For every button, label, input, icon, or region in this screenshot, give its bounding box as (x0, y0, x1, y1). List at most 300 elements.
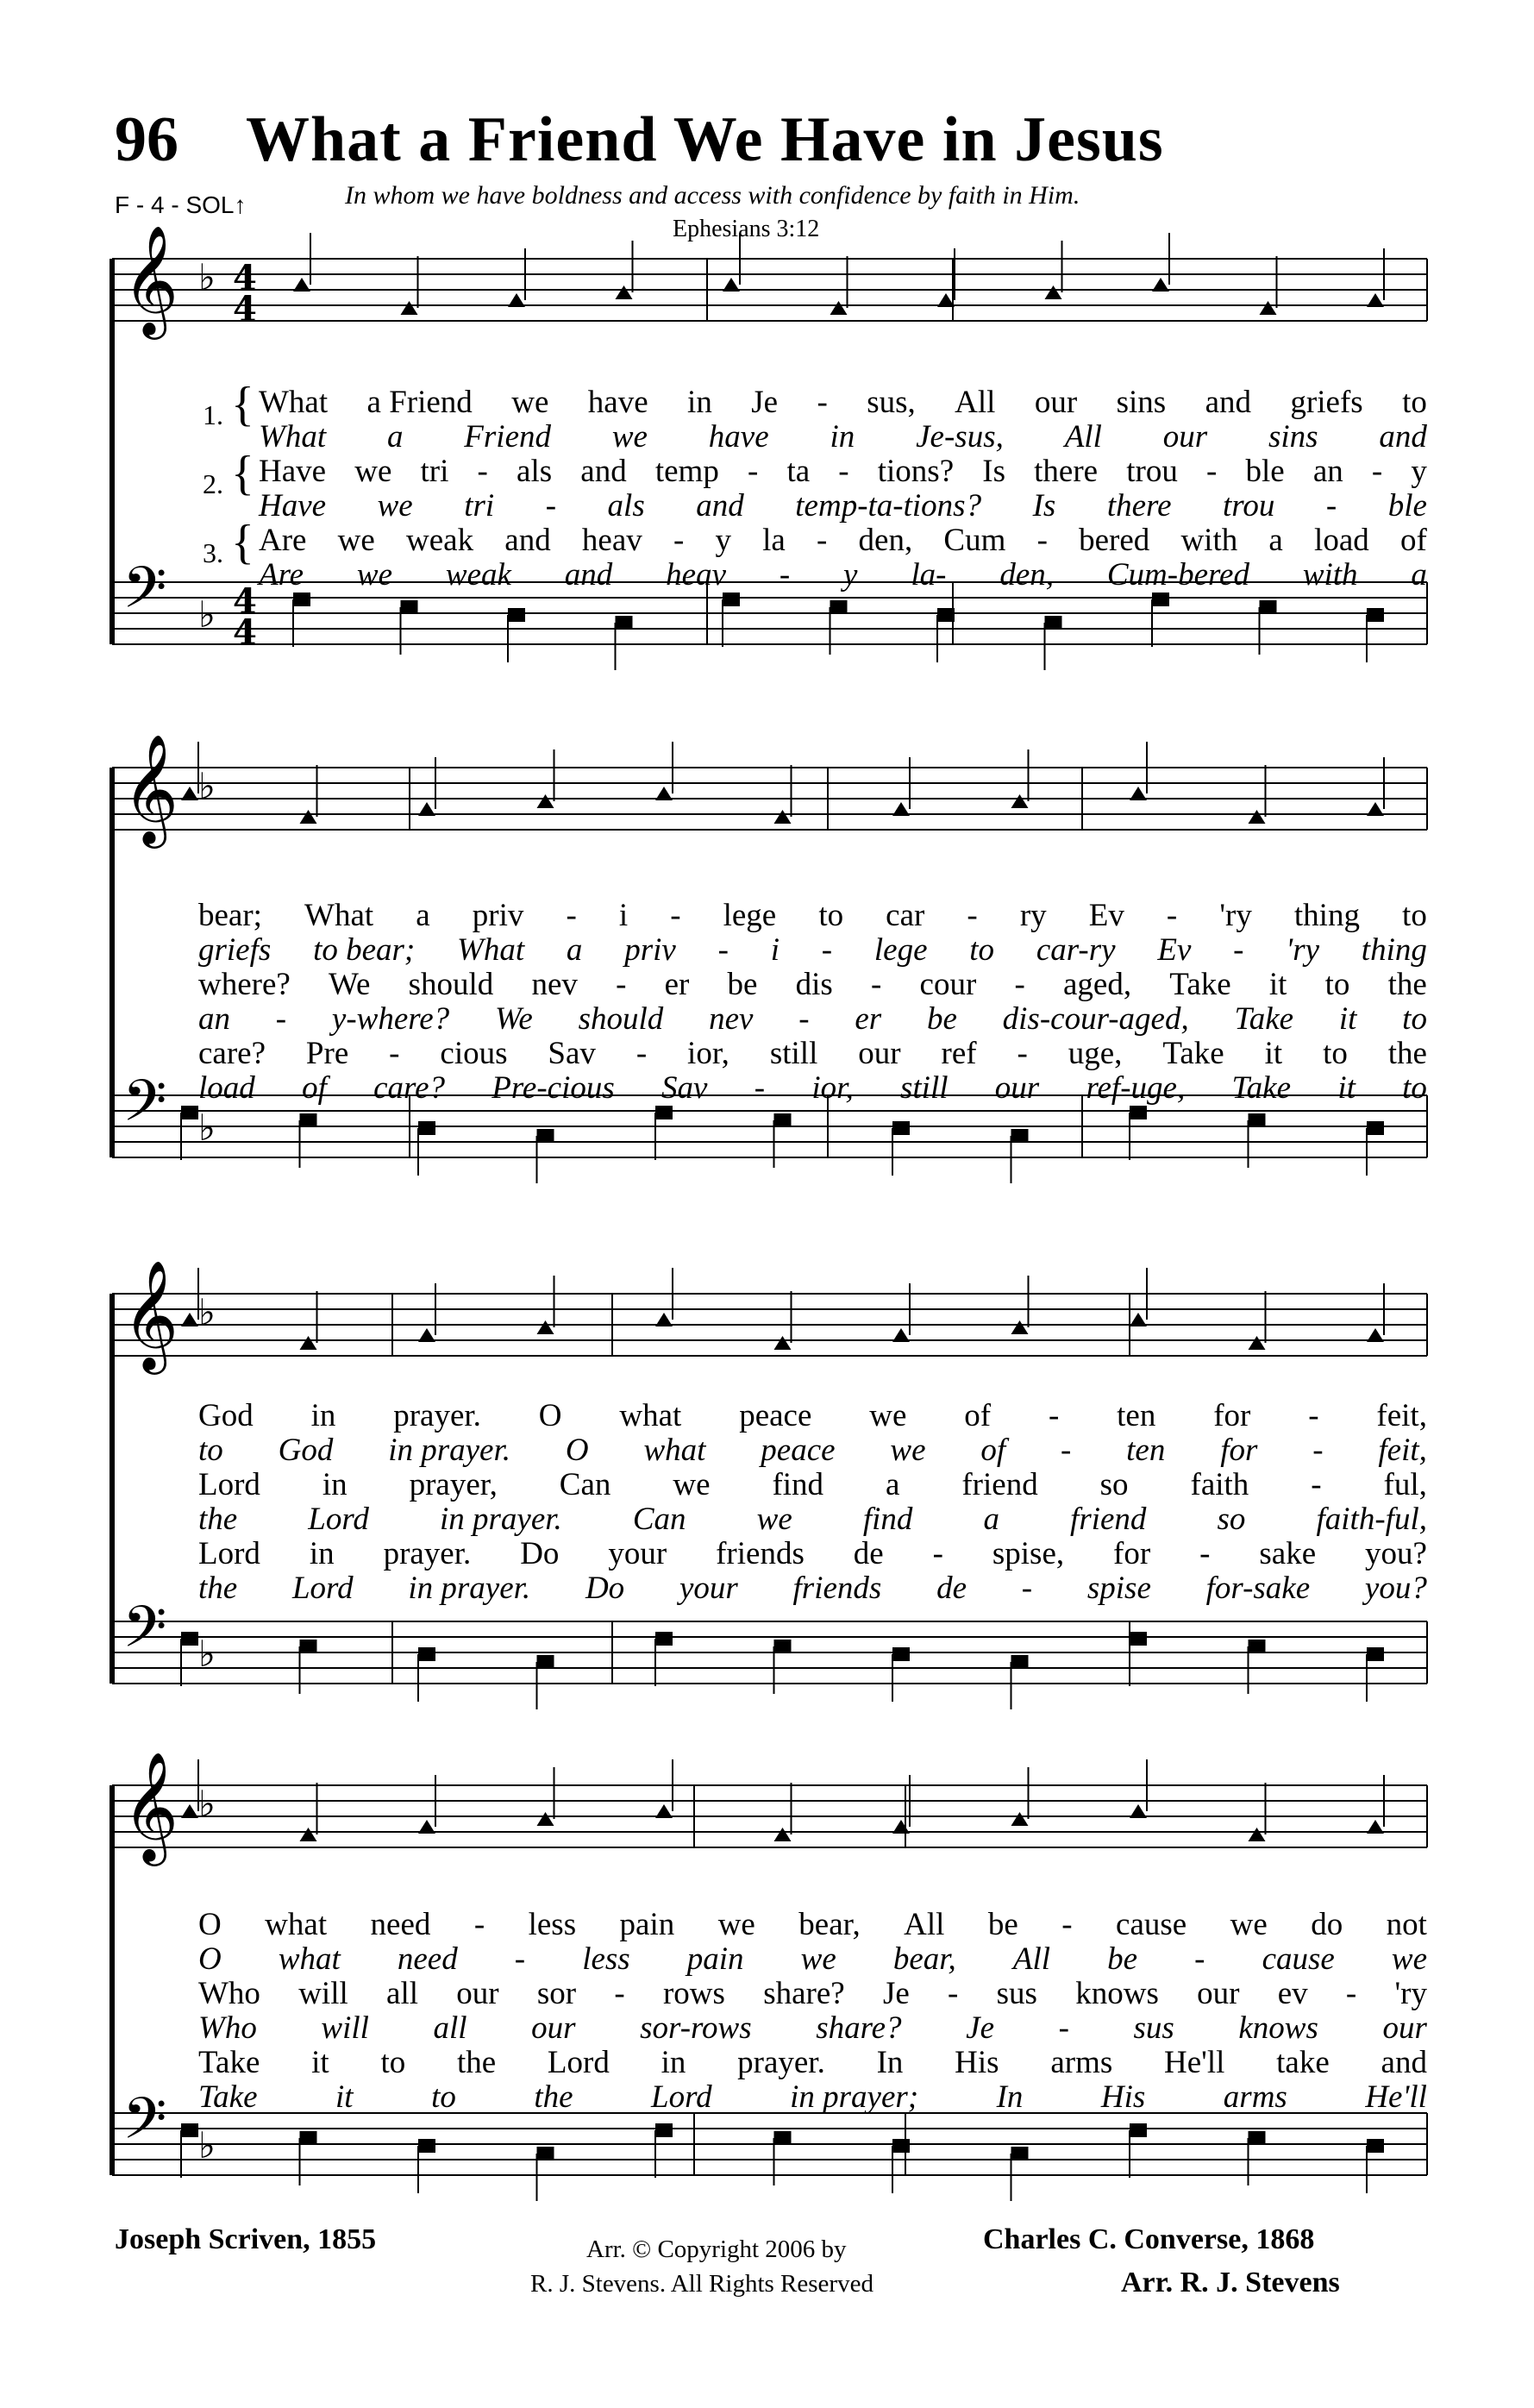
lyric-syllable: to (1402, 385, 1427, 420)
lyric-syllable: and (1379, 419, 1427, 455)
lyric-syllable: nev (709, 1001, 754, 1037)
lyric-line (259, 487, 1427, 524)
lyric-syllable: Sav (548, 1036, 596, 1071)
lyric-line (198, 1035, 1427, 1072)
lyricist-credit: Joseph Scriven, 1855 (115, 2223, 377, 2255)
lyric-syllable: faith-ful, (1316, 1502, 1427, 1537)
lyric-syllable: arms (1223, 2079, 1287, 2115)
lyric-syllable: pain (686, 1941, 744, 1977)
lyric-line (198, 1000, 1427, 1038)
lyric-syllable: to (818, 898, 844, 933)
lyric-syllable: with (1180, 523, 1238, 558)
lyric-syllable: ior, (811, 1070, 854, 1106)
lyric-syllable: to (431, 2079, 456, 2115)
lyric-syllable: y (1411, 454, 1427, 489)
lyric-syllable: will (298, 1976, 348, 2011)
lyric-syllable: weak (406, 523, 474, 558)
lyric-syllable: Take (198, 2045, 260, 2080)
lyric-syllable: a Friend (366, 385, 473, 420)
lyric-syllable: - (1308, 1398, 1319, 1433)
arranger-credit: Arr. R. J. Stevens (1121, 2267, 1340, 2298)
lyric-syllable: All (1064, 419, 1102, 455)
lyric-syllable: need (397, 1941, 458, 1977)
lyric-syllable: it (335, 2079, 354, 2115)
lyric-syllable: We (494, 1001, 533, 1037)
svg-text:♭: ♭ (198, 1107, 216, 1149)
lyric-syllable: arms (1050, 2045, 1113, 2080)
lyric-syllable: to (1402, 1001, 1427, 1037)
lyric-syllable: Je (966, 2010, 994, 2046)
lyric-syllable: we (890, 1433, 926, 1468)
lyric-syllable: - (614, 1976, 625, 2011)
lyric-syllable: Pre-cious (492, 1070, 615, 1106)
lyric-syllable: less (528, 1907, 577, 1942)
lyric-syllable: and (564, 557, 613, 593)
lyric-syllable: - (670, 898, 681, 933)
lyric-syllable: Have (259, 454, 327, 489)
lyric-syllable: What (259, 385, 329, 420)
lyric-syllable: sins (1116, 385, 1167, 420)
lyric-syllable: in (661, 2045, 686, 2080)
lyric-syllable: and (696, 488, 744, 524)
lyric-syllable: cause (1262, 1941, 1335, 1977)
lyric-syllable: - (1166, 898, 1178, 933)
lyric-syllable: take (1276, 2045, 1330, 2080)
lyric-syllable: - (545, 488, 557, 524)
lyric-syllable: there (1106, 488, 1172, 524)
lyric-line (198, 897, 1427, 934)
lyric-syllable: uge, (1068, 1036, 1123, 1071)
lyric-syllable: for-sake (1205, 1571, 1311, 1606)
lyric-syllable: feit, (1378, 1433, 1427, 1468)
lyric-syllable: the (1387, 1036, 1427, 1071)
lyric-syllable: find (862, 1502, 913, 1537)
lyric-syllable: it (1268, 967, 1287, 1002)
lyric-syllable: the (1387, 967, 1427, 1002)
lyric-syllable: load (198, 1070, 255, 1106)
lyric-syllable: All (904, 1907, 945, 1942)
lyric-syllable: care? (198, 1036, 266, 1071)
lyric-syllable: er (664, 967, 690, 1002)
lyric-syllable: O (565, 1433, 589, 1468)
lyric-syllable: He'll (1365, 2079, 1427, 2115)
lyric-syllable: What (457, 932, 525, 968)
lyric-syllable: Cum-bered (1106, 557, 1249, 593)
lyric-syllable: de (853, 1536, 884, 1571)
lyric-syllable: what (619, 1398, 682, 1433)
lyric-syllable: spise, (992, 1536, 1065, 1571)
lyric-syllable: in (322, 1467, 347, 1502)
svg-text:𝄞: 𝄞 (122, 733, 179, 843)
lyric-syllable: - (1206, 454, 1218, 489)
lyric-line (198, 1535, 1427, 1572)
lyric-line (259, 453, 1427, 490)
lyric-syllable: our (1197, 1976, 1240, 2011)
lyric-syllable: 'ry (1394, 1976, 1427, 2011)
lyric-syllable: of (1399, 523, 1427, 558)
lyric-syllable: car-ry (1036, 932, 1116, 968)
hymn-number: 96 (115, 104, 178, 175)
lyric-syllable: sus (1133, 2010, 1174, 2046)
lyric-syllable: where? (198, 967, 291, 1002)
lyric-syllable: Have (259, 488, 327, 524)
lyric-syllable: - (1014, 967, 1025, 1002)
lyric-syllable: of (980, 1433, 1006, 1468)
lyric-line (198, 1466, 1427, 1503)
lyric-syllable: Is (1032, 488, 1056, 524)
lyric-line (198, 1501, 1427, 1538)
lyric-syllable: nev (531, 967, 578, 1002)
lyric-syllable: He'll (1164, 2045, 1225, 2080)
lyric-syllable: an (198, 1001, 230, 1037)
lyric-syllable: a (386, 419, 404, 455)
lyric-syllable: - (821, 932, 833, 968)
lyric-syllable: all (433, 2010, 467, 2046)
lyric-syllable: bear, (892, 1941, 956, 1977)
lyric-syllable: God (278, 1433, 334, 1468)
lyric-syllable: - (948, 1976, 959, 2011)
lyric-line (198, 1397, 1427, 1434)
lyric-syllable: temp (654, 454, 719, 489)
lyric-syllable: heav (581, 523, 642, 558)
lyric-syllable: Ev (1157, 932, 1192, 968)
lyric-syllable: Lord (651, 2079, 712, 2115)
lyric-syllable: be (1107, 1941, 1138, 1977)
lyric-syllable: i (770, 932, 780, 968)
lyric-syllable: find (772, 1467, 824, 1502)
lyric-syllable: we (869, 1398, 907, 1433)
lyric-syllable: - (717, 932, 729, 968)
lyric-syllable: la (762, 523, 786, 558)
lyric-line (198, 2010, 1427, 2047)
lyric-syllable: - (932, 1536, 943, 1571)
lyric-syllable: prayer, (409, 1467, 498, 1502)
lyric-syllable: - (798, 1001, 810, 1037)
lyric-syllable: to (969, 932, 995, 968)
lyric-syllable: - (747, 454, 759, 489)
lyric-syllable: ten (1126, 1433, 1166, 1468)
lyric-syllable: ta (786, 454, 811, 489)
copyright-line-2: R. J. Stevens. All Rights Reserved (530, 2270, 873, 2298)
lyric-syllable: to (1324, 967, 1350, 1002)
lyric-syllable: we (717, 1907, 755, 1942)
lyric-syllable: for (1220, 1433, 1258, 1468)
lyric-syllable: faith (1190, 1467, 1249, 1502)
lyric-syllable: All (1012, 1941, 1051, 1977)
svg-text:4: 4 (233, 612, 257, 653)
lyric-syllable: y-where? (331, 1001, 450, 1037)
lyric-syllable: Lord (547, 2045, 610, 2080)
lyric-syllable: - (1325, 488, 1337, 524)
lyric-syllable: so (1217, 1502, 1246, 1537)
lyric-syllable: to bear; (313, 932, 416, 968)
lyric-syllable: a (416, 898, 430, 933)
lyric-syllable: What (259, 419, 327, 455)
lyric-syllable: a (1268, 523, 1283, 558)
lyric-syllable: O (538, 1398, 562, 1433)
lyric-syllable: of (964, 1398, 992, 1433)
lyric-line (198, 1941, 1427, 1978)
lyric-syllable: His (955, 2045, 999, 2080)
hymn-title: What a Friend We Have in Jesus (246, 104, 1164, 175)
lyric-syllable: - (838, 454, 849, 489)
svg-text:♭: ♭ (198, 2124, 216, 2167)
lyric-line (198, 2044, 1427, 2081)
lyric-syllable: and (1381, 2045, 1427, 2080)
lyric-syllable: we (756, 1502, 792, 1537)
lyric-syllable: we (800, 1941, 836, 1977)
lyric-syllable: to (1402, 898, 1427, 933)
lyric-syllable: thing (1293, 898, 1360, 933)
lyric-syllable: do (1311, 1907, 1343, 1942)
lyric-syllable: lege (873, 932, 928, 968)
lyric-syllable: Are (259, 523, 307, 558)
epigraph-reference: Ephesians 3:12 (673, 216, 820, 242)
lyric-syllable: We (329, 967, 371, 1002)
lyric-syllable: sor-rows (640, 2010, 752, 2046)
lyric-syllable: share? (816, 2010, 902, 2046)
lyric-syllable: for (1213, 1398, 1251, 1433)
lyric-syllable: Lord (198, 1467, 260, 1502)
lyric-syllable: we (1230, 1907, 1268, 1942)
lyric-syllable: will (321, 2010, 369, 2046)
svg-text:𝄢: 𝄢 (122, 1068, 167, 1148)
lyric-syllable: peace (761, 1433, 836, 1468)
lyric-syllable: care? (373, 1070, 445, 1106)
lyric-line (198, 931, 1427, 969)
svg-text:𝄞: 𝄞 (122, 1259, 179, 1370)
lyric-syllable: 'ry (1286, 932, 1320, 968)
lyric-line (198, 1975, 1427, 2012)
lyric-syllable: trou (1126, 454, 1178, 489)
lyric-syllable: - (1345, 1976, 1357, 2011)
lyric-syllable: cause (1116, 1907, 1187, 1942)
lyric-syllable: Do (520, 1536, 560, 1571)
lyric-syllable: Lord (308, 1502, 369, 1537)
lyric-syllable: - (754, 1070, 766, 1106)
lyric-syllable: - (275, 1001, 287, 1037)
lyric-syllable: we (673, 1467, 711, 1502)
lyric-syllable: Cum (943, 523, 1006, 558)
lyric-syllable: - (779, 557, 791, 593)
lyric-syllable: de (936, 1571, 967, 1606)
lyric-syllable: In (876, 2045, 904, 2080)
lyric-syllable: ble (1387, 488, 1427, 524)
lyric-syllable: friend (961, 1467, 1038, 1502)
lyric-syllable: dis (795, 967, 833, 1002)
lyric-syllable: - (1036, 523, 1048, 558)
lyric-syllable: What (304, 898, 374, 933)
lyric-syllable: - (967, 898, 978, 933)
lyric-syllable: you? (1365, 1536, 1427, 1571)
lyric-syllable: what (265, 1907, 328, 1942)
lyric-syllable: Je-sus, (916, 419, 1004, 455)
lyric-syllable: ful, (1383, 1467, 1427, 1502)
lyric-syllable: - (1048, 1398, 1060, 1433)
lyric-syllable: Ev (1088, 898, 1124, 933)
lyric-syllable: Take (1169, 967, 1231, 1002)
lyric-syllable: to (1402, 1070, 1427, 1106)
lyric-syllable: sins (1268, 419, 1318, 455)
lyric-syllable: friends (716, 1536, 805, 1571)
lyric-syllable: sake (1259, 1536, 1317, 1571)
lyric-syllable: the (456, 2045, 497, 2080)
lyric-syllable: Lord (198, 1536, 260, 1571)
lyric-syllable: we (356, 557, 393, 593)
lyric-syllable: - (871, 967, 882, 1002)
verse-number: 1. (203, 399, 223, 430)
lyric-syllable: pain (619, 1907, 675, 1942)
lyric-syllable: priv (624, 932, 676, 968)
lyric-syllable: be (987, 1907, 1018, 1942)
lyric-syllable: - (1371, 454, 1383, 489)
lyric-syllable: weak (445, 557, 511, 593)
svg-text:𝄢: 𝄢 (122, 2085, 167, 2166)
lyric-syllable: Who (198, 1976, 260, 2011)
lyric-syllable: in prayer. (408, 1571, 531, 1606)
lyric-syllable: O (198, 1907, 222, 1942)
lyric-syllable: the (198, 1502, 238, 1537)
lyric-syllable: to (198, 1433, 223, 1468)
lyric-syllable: be (926, 1001, 957, 1037)
svg-text:𝄢: 𝄢 (122, 555, 167, 635)
lyric-syllable: Take (1231, 1070, 1292, 1106)
lyric-syllable: la- (911, 557, 947, 593)
lyric-syllable: car (886, 898, 925, 933)
lyric-syllable: cour (919, 967, 977, 1002)
lyric-syllable: friend (1070, 1502, 1147, 1537)
lyric-syllable: sus (996, 1976, 1037, 2011)
lyric-syllable: All (955, 385, 996, 420)
lyric-line (259, 384, 1427, 421)
svg-text:𝄢: 𝄢 (122, 1594, 167, 1674)
lyric-syllable: knows (1238, 2010, 1318, 2046)
lyric-syllable: ry (1019, 898, 1047, 933)
epigraph: In whom we have boldness and access with confidence by faith in Him. (345, 181, 1080, 210)
verse-number: 3. (203, 537, 223, 568)
verse-brace: { (231, 447, 254, 500)
lyric-syllable: Je (882, 1976, 910, 2011)
lyric-syllable: Take (1234, 1001, 1294, 1037)
lyric-syllable: thing (1361, 932, 1427, 968)
lyric-syllable: in (310, 1398, 336, 1433)
verse-brace: { (231, 378, 254, 431)
lyric-syllable: what (278, 1941, 341, 1977)
lyric-syllable: it (1337, 1070, 1356, 1106)
lyric-syllable: it (311, 2045, 329, 2080)
lyric-syllable: we (354, 454, 392, 489)
lyric-syllable: Who (198, 2010, 257, 2046)
verse-number: 2. (203, 468, 223, 499)
lyric-syllable: an (1312, 454, 1343, 489)
lyric-syllable: tri (464, 488, 495, 524)
lyric-syllable: our (858, 1036, 901, 1071)
lyric-syllable: peace (739, 1398, 812, 1433)
lyric-syllable: tri (420, 454, 449, 489)
lyric-syllable: it (1338, 1001, 1357, 1037)
lyric-syllable: Friend (464, 419, 551, 455)
lyric-syllable: aged, (1063, 967, 1132, 1002)
lyric-syllable: our (456, 1976, 499, 2011)
svg-text:♭: ♭ (198, 256, 216, 298)
lyric-line (198, 1069, 1427, 1107)
lyric-syllable: ev (1277, 1976, 1308, 2011)
lyric-syllable: rows (662, 1976, 725, 2011)
lyric-syllable: - (1017, 1036, 1028, 1071)
lyric-syllable: prayer. (737, 2045, 825, 2080)
lyric-syllable: so (1099, 1467, 1129, 1502)
lyric-line (198, 1906, 1427, 1943)
lyric-syllable: als (517, 454, 553, 489)
lyric-syllable: for (1113, 1536, 1151, 1571)
lyric-syllable: spise (1086, 1571, 1151, 1606)
lyric-syllable: a (1411, 557, 1427, 593)
lyric-syllable: - (1311, 1467, 1322, 1502)
lyric-line (259, 418, 1427, 455)
lyric-syllable: of (302, 1070, 327, 1106)
lyric-syllable: in prayer. (388, 1433, 511, 1468)
lyric-syllable: Is (982, 454, 1006, 489)
lyric-syllable: load (1314, 523, 1369, 558)
lyric-syllable: - (817, 385, 828, 420)
lyric-syllable: ref-uge, (1086, 1070, 1186, 1106)
lyric-syllable: and (580, 454, 627, 489)
lyric-syllable: bear, (798, 1907, 861, 1942)
lyric-syllable: y (715, 523, 731, 558)
lyric-syllable: in (687, 385, 712, 420)
composer-credit: Charles C. Converse, 1868 (983, 2223, 1315, 2255)
lyric-syllable: and (504, 523, 551, 558)
lyric-syllable: Take (198, 2079, 258, 2115)
svg-text:♭: ♭ (198, 1291, 216, 1333)
lyric-syllable: what (643, 1433, 706, 1468)
lyric-syllable: ten (1117, 1398, 1156, 1433)
lyric-syllable: O (198, 1941, 222, 1977)
lyric-line (198, 966, 1427, 1003)
lyric-syllable: - (673, 523, 685, 558)
lyric-syllable: - (636, 1036, 648, 1071)
lyric-syllable: God (198, 1398, 254, 1433)
lyric-syllable: you? (1364, 1571, 1427, 1606)
lyric-syllable: tions? (877, 454, 955, 489)
lyric-syllable: we (377, 488, 413, 524)
lyric-syllable: to (380, 2045, 406, 2080)
lyric-syllable: - (514, 1941, 526, 1977)
lyric-syllable: Can (632, 1502, 686, 1537)
lyric-syllable: - (616, 967, 627, 1002)
verse-brace: { (231, 516, 254, 569)
lyric-syllable: temp-ta-tions? (795, 488, 982, 524)
lyric-syllable: - (1233, 932, 1244, 968)
lyric-syllable: Pre (305, 1036, 349, 1071)
lyric-syllable: - (1199, 1536, 1211, 1571)
lyric-syllable: griefs (198, 932, 272, 968)
lyric-syllable: - (389, 1036, 400, 1071)
svg-text:♭: ♭ (198, 1633, 216, 1675)
lyric-syllable: still (769, 1036, 818, 1071)
svg-text:♭: ♭ (198, 1783, 216, 1825)
lyric-syllable: be (727, 967, 758, 1002)
lyric-line (198, 2079, 1427, 2116)
lyric-syllable: - (566, 898, 577, 933)
lyric-syllable: your (679, 1571, 738, 1606)
lyric-syllable: dis-cour-aged, (1002, 1001, 1189, 1037)
lyric-syllable: Do (585, 1571, 625, 1606)
lyric-syllable: griefs (1290, 385, 1363, 420)
lyric-syllable: den, (858, 523, 913, 558)
lyric-syllable: 'ry (1219, 898, 1252, 933)
lyric-syllable: a (983, 1502, 999, 1537)
